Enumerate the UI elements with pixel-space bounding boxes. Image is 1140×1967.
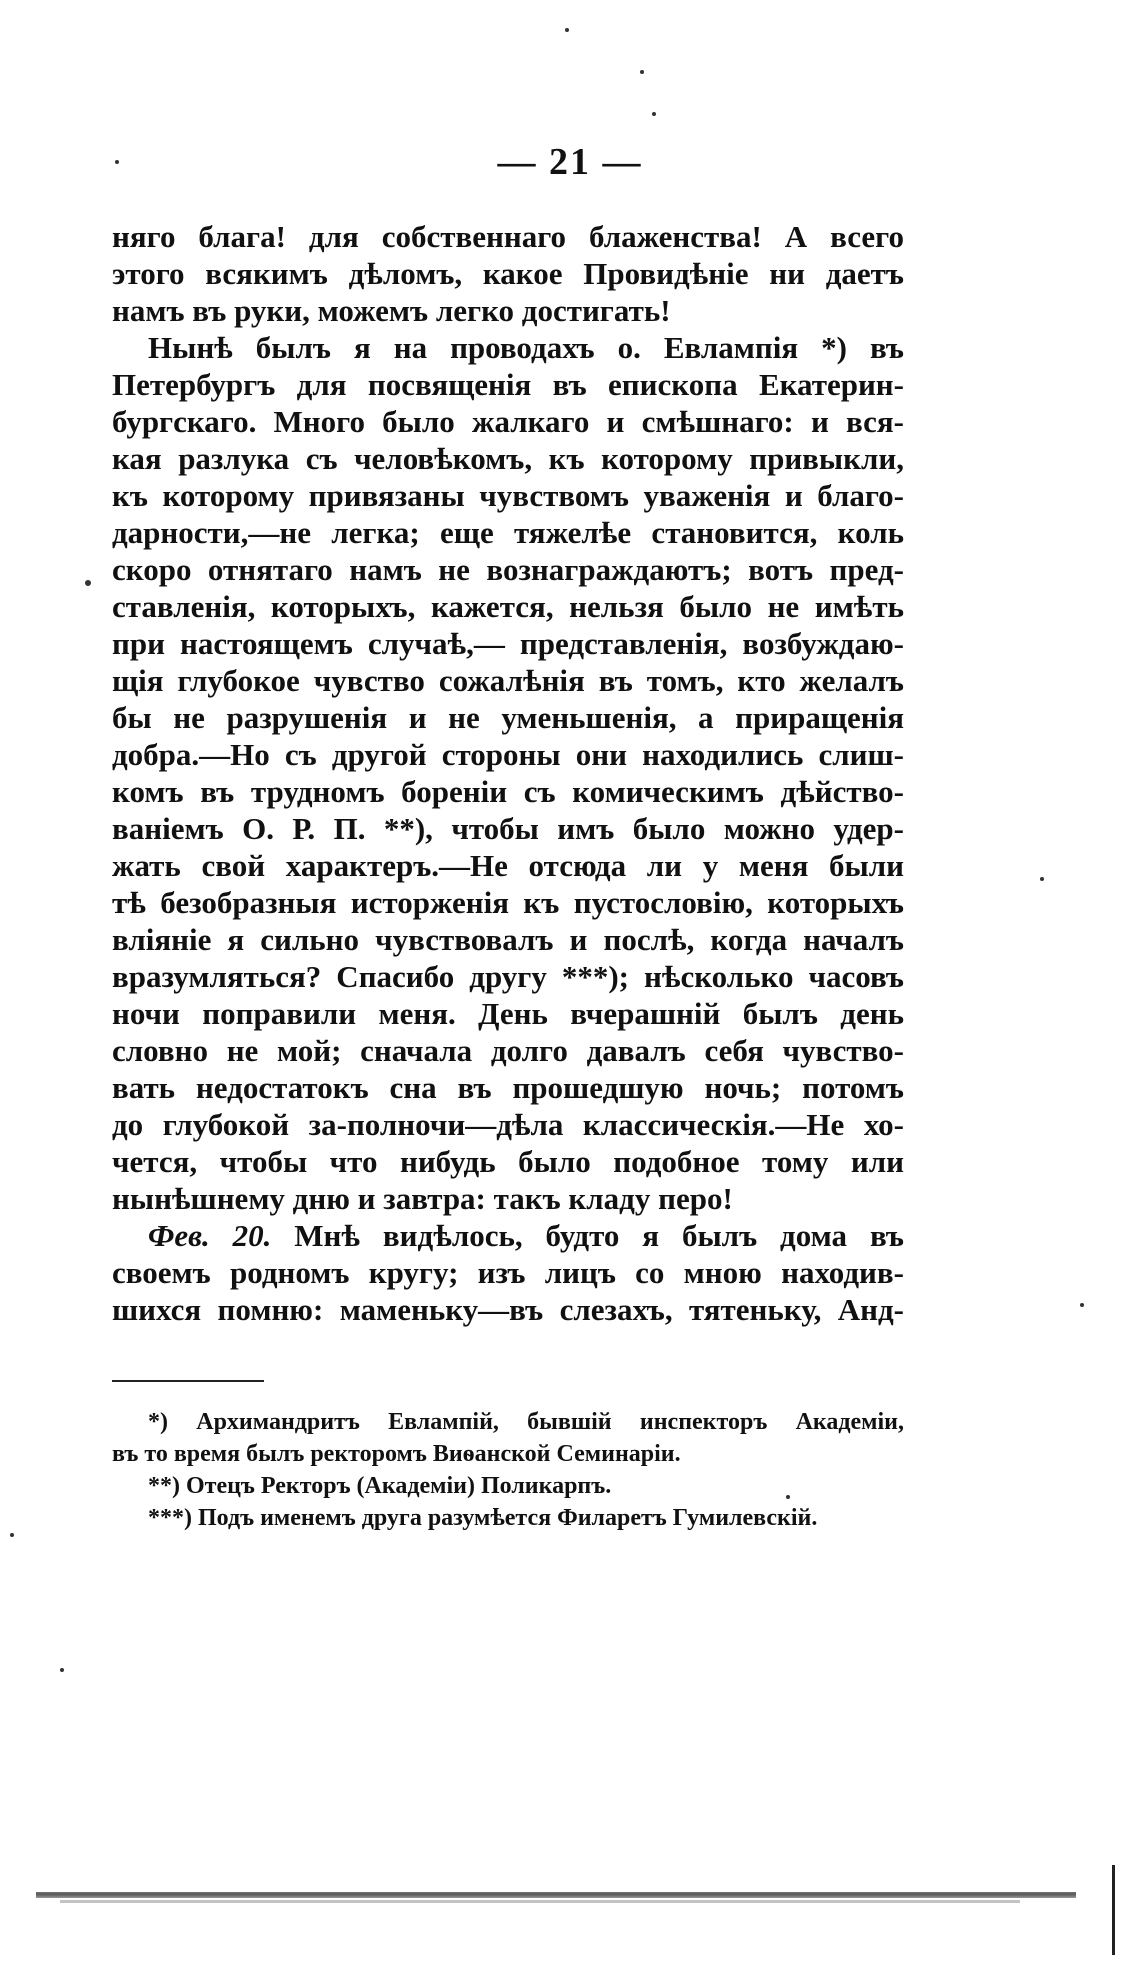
- text-line: бургскаго. Много было жалкаго и смѣшнаго: и вся-: [112, 404, 904, 439]
- page-bottom-edge: [36, 1892, 1076, 1898]
- scan-speck: [60, 1668, 64, 1672]
- footnote-continuation: въ то время былъ ректоромъ Виѳанской Семинаріи.: [112, 1441, 681, 1467]
- text-line: кая разлука съ человѣкомъ, къ которому привыкли,: [112, 441, 904, 476]
- diary-entry-first-line: [112, 1217, 904, 1254]
- text-line: жать свой характеръ.—Не отсюда ли у меня были: [112, 848, 904, 883]
- page-bottom-edge-shadow: [60, 1900, 1020, 1903]
- text-line: дарности,—не легка; еще тяжелѣе становится, коль: [112, 515, 904, 550]
- scan-speck: [640, 70, 644, 74]
- footnote-divider: [112, 1380, 264, 1382]
- page-number: — 21 —: [497, 141, 643, 183]
- entry-first-line-text: Мнѣ видѣлось, будто я былъ дома въ: [294, 1218, 904, 1253]
- text-line: до глубокой за-полночи—дѣла классическія.—Не хо-: [112, 1107, 904, 1142]
- main-text: [112, 218, 904, 1328]
- text-line: ночи поправили меня. День вчерашній былъ день: [112, 996, 904, 1031]
- scan-speck: [1040, 877, 1044, 881]
- scan-speck: [85, 580, 91, 586]
- text-line: нынѣшнему дню и завтра: такъ кладу перо!: [112, 1181, 733, 1216]
- page-edge-mark: [1112, 1865, 1115, 1955]
- text-line: къ которому привязаны чувствомъ уваженія и благо-: [112, 478, 904, 513]
- scan-speck: [565, 28, 569, 32]
- text-line: бы не разрушенія и не уменьшенія, а приращенія: [112, 700, 904, 735]
- text-line: намъ въ руки, можемъ легко достигать!: [112, 293, 671, 328]
- text-line: добра.—Но съ другой стороны они находились слиш-: [112, 737, 904, 772]
- text-line: вразумляться? Спасибо другу ***); нѣсколько часовъ: [112, 959, 904, 994]
- text-line: комъ въ трудномъ бореніи съ комическимъ дѣйство-: [112, 774, 904, 809]
- entry-date-label: Фев. 20.: [148, 1218, 272, 1253]
- text-line: чется, чтобы что нибудь было подобное тому или: [112, 1144, 904, 1179]
- text-line: вать недостатокъ сна въ прошедшую ночь; потомъ: [112, 1070, 904, 1105]
- footnote: *) Архимандритъ Евлампій, бывшій инспекторъ Академіи,: [148, 1409, 904, 1435]
- scan-speck: [786, 1495, 790, 1499]
- scan-speck: [10, 1533, 14, 1537]
- scan-speck: [652, 112, 656, 116]
- text-line: скоро отнятаго намъ не вознаграждаютъ; вотъ пред-: [112, 552, 904, 587]
- text-line: тѣ безобразныя исторженія къ пустословію, которыхъ: [112, 885, 904, 920]
- text-line: Петербургъ для посвященія въ епископа Екатерин-: [112, 367, 904, 402]
- text-line: Нынѣ былъ я на проводахъ о. Евлампія *) въ: [148, 330, 904, 365]
- footnote: ***) Подъ именемъ друга разумѣется Филаретъ Гумилевскій.: [148, 1505, 818, 1531]
- scan-speck: [115, 160, 119, 164]
- text-line: словно не мой; сначала долго давалъ себя чувство-: [112, 1033, 904, 1068]
- text-line: этого всякимъ дѣломъ, какое Провидѣніе ни даетъ: [112, 256, 904, 291]
- scan-speck: [1080, 1303, 1084, 1307]
- text-line: своемъ родномъ кругу; изъ лицъ со мною находив-: [112, 1255, 904, 1290]
- text-line: при настоящемъ случаѣ,— представленія, возбуждаю-: [112, 626, 904, 661]
- footnote: **) Отецъ Ректоръ (Академіи) Поликарпъ.: [148, 1473, 612, 1499]
- text-line: вліяніе я сильно чувствовалъ и послѣ, когда началъ: [112, 922, 904, 957]
- text-line: шихся помню: маменьку—въ слезахъ, тятеньку, Анд-: [112, 1292, 904, 1327]
- text-line: няго блага! для собственнаго блаженства! А всего: [112, 219, 904, 254]
- footnotes: [112, 1406, 904, 1534]
- text-line: ставленія, которыхъ, кажется, нельзя было не имѣть: [112, 589, 904, 624]
- text-line: щія глубокое чувство сожалѣнія въ томъ, кто желалъ: [112, 663, 904, 698]
- text-line: ваніемъ О. Р. П. **), чтобы имъ было можно удер-: [112, 811, 904, 846]
